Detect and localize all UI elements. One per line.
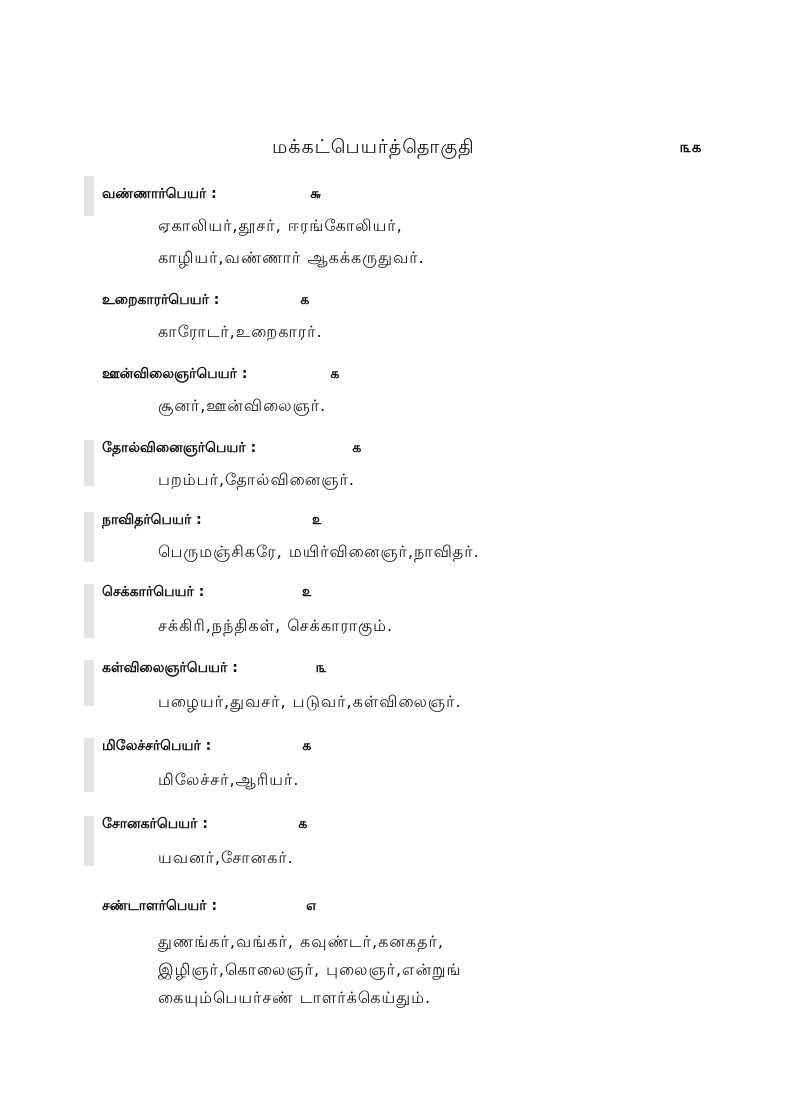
entry-heading: செக்கார்பெயர் : (102, 584, 205, 600)
entry-count: ௧ (302, 738, 312, 754)
entry-line: காரோடர்,உறைகாரர். (158, 322, 323, 341)
entry-line: பழையர்,துவசர், படுவர்,கள்விலைஞர். (158, 692, 462, 711)
entry-line: கையும்பெயர்சண் டாளர்க்கெய்தும். (158, 988, 432, 1007)
entry-line: காழியர்,வண்ணார் ஆகக்கருதுவர். (158, 248, 425, 267)
scan-margin-mark (84, 660, 94, 706)
page-title: மக்கட்பெயர்த்தொகுதி (272, 136, 475, 158)
entry-count: ௧ (300, 292, 310, 308)
entry-heading: தோல்வினைஞர்பெயர் : (102, 440, 257, 456)
entry-count: ௧ (298, 816, 308, 832)
entry-count: ௬ (310, 186, 322, 202)
entry-count: ௧ (330, 366, 340, 382)
entry-heading: மிலேச்சர்பெயர் : (102, 738, 212, 754)
entry-heading: கள்விலைஞர்பெயர் : (102, 660, 238, 676)
entry-line: துணங்கர்,வங்கர், கவுண்டர்,கனகதர், (158, 932, 444, 951)
entry-count: ௨ (312, 512, 322, 528)
entry-line: ஏகாலியர்,தூசர், ஈரங்கோலியர், (158, 216, 403, 235)
entry-count: ௧ (352, 440, 362, 456)
entry-count: ௭ (306, 898, 317, 914)
scan-margin-mark (84, 440, 94, 486)
entry-line: பறம்பர்,தோல்வினைஞர். (158, 470, 355, 489)
entry-heading: சோனகர்பெயர் : (102, 816, 208, 832)
entry-line: சக்கிரி,நந்திகள், செக்காராகும். (158, 616, 394, 635)
entry-heading: சண்டாளர்பெயர் : (102, 898, 218, 914)
scan-margin-mark (84, 816, 94, 866)
entry-count: ௩ (316, 660, 327, 676)
entry-heading: உறைகாரர்பெயர் : (102, 292, 220, 308)
scan-margin-mark (84, 512, 94, 562)
entry-line: யவனர்,சோனகர். (158, 848, 294, 867)
entry-heading: ஊன்விலைஞர்பெயர் : (102, 366, 248, 382)
entry-count: ௨ (302, 584, 312, 600)
page-number: ௩௧ (680, 138, 702, 156)
scan-margin-mark (84, 584, 94, 638)
entry-line: பெருமஞ்சிகரே, மயிர்வினைஞர்,நாவிதர். (158, 542, 480, 561)
entry-heading: வண்ணார்பெயர் : (102, 186, 217, 202)
scan-margin-mark (84, 176, 94, 216)
entry-line: இழிஞர்,கொலைஞர், புலைஞர்,என்றுங் (158, 960, 462, 979)
entry-line: சூனர்,ஊன்விலைஞர். (158, 396, 327, 415)
entry-heading: நாவிதர்பெயர் : (102, 512, 202, 528)
entry-line: மிலேச்சர்,ஆரியர். (158, 770, 300, 789)
scan-margin-mark (84, 738, 94, 792)
